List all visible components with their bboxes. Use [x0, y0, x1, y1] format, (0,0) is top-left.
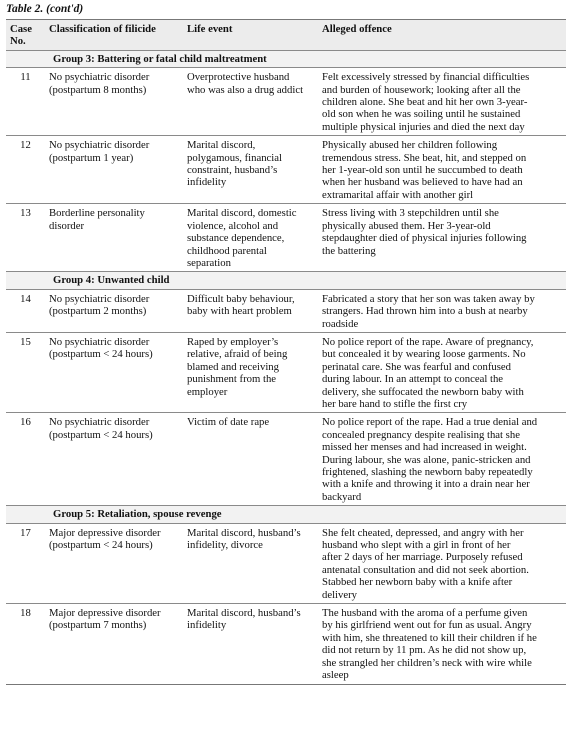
classification-line: Major depressive disorder	[49, 526, 161, 539]
offence-line: her bare hand to stifle the first cry	[322, 397, 468, 410]
life-event-line: separation	[187, 256, 231, 269]
offence-line: and burden of housework; looking after all the	[322, 83, 521, 96]
offence-line: children alone. She beat and hit her own 3-year-	[322, 96, 528, 109]
classification-cell	[45, 413, 183, 506]
offence-line: extramarital affair with another girl	[322, 188, 474, 201]
classification-line: (postpartum < 24 hours)	[49, 348, 153, 361]
classification-line: (postpartum < 24 hours)	[49, 539, 153, 552]
classification-line: (postpartum 1 year)	[49, 151, 134, 164]
offence-line: her 1-year-old son until he succumbed to death	[322, 164, 523, 177]
life-event-cell	[183, 289, 318, 332]
case-number-cell: 13	[6, 204, 45, 272]
case-number-cell: 11	[6, 68, 45, 136]
offence-line: antenatal consultation and did not seek abortion.	[322, 563, 529, 576]
life-event-line: Marital discord, husband’s	[187, 607, 301, 620]
group-title: Group 5: Retaliation, spouse revenge	[6, 506, 566, 523]
classification-line: (postpartum < 24 hours)	[49, 428, 153, 441]
offence-cell	[318, 68, 566, 136]
classification-line: No psychiatric disorder	[49, 139, 150, 152]
offence-line: she strangled her children’s neck with wire while	[322, 656, 532, 669]
filicide-table	[6, 19, 566, 685]
case-number-cell: 18	[6, 604, 45, 684]
life-event-cell	[183, 413, 318, 506]
offence-line: with a knife and throwing it into a drain near her	[322, 478, 530, 491]
life-event-cell	[183, 523, 318, 603]
life-event-line: Marital discord,	[187, 139, 256, 152]
offence-line: delivery, she suffocated the newborn baby with	[322, 385, 524, 398]
life-event-line: Marital discord, husband’s	[187, 526, 301, 539]
offence-line: with him, she threatened to kill their children if he	[322, 631, 537, 644]
group-header-row	[6, 50, 566, 67]
life-event-line: Marital discord, domestic	[187, 207, 297, 220]
offence-line: missed her menses and had increased in weight.	[322, 441, 527, 454]
life-event-line: infidelity, divorce	[187, 539, 263, 552]
offence-line: The husband with the aroma of a perfume given	[322, 607, 528, 620]
life-event-line: punishment from the	[187, 373, 277, 386]
offence-line: She felt cheated, depressed, and angry with her	[322, 526, 524, 539]
life-event-line: substance dependence,	[187, 232, 285, 245]
case-number-cell: 12	[6, 136, 45, 204]
classification-line: (postpartum 2 months)	[49, 305, 147, 318]
group-title: Group 3: Battering or fatal child maltreatment	[6, 50, 566, 67]
offence-cell	[318, 413, 566, 506]
offence-line: strangers. Had thrown him into a bush at nearby	[322, 305, 528, 318]
offence-line: perinatal care. She was fearful and confused	[322, 360, 512, 373]
table-row	[6, 604, 566, 684]
offence-line: No police report of the rape. Had a true denial and	[322, 416, 538, 429]
life-event-line: polygamous, financial	[187, 151, 282, 164]
offence-line: Felt excessively stressed by financial difficulties	[322, 71, 530, 84]
life-event-cell	[183, 332, 318, 412]
offence-cell	[318, 136, 566, 204]
life-event-line: childhood parental	[187, 244, 267, 257]
classification-cell	[45, 136, 183, 204]
life-event-line: who was also a drug addict	[187, 83, 304, 96]
group-header-row	[6, 506, 566, 523]
life-event-line: employer	[187, 385, 228, 398]
life-event-line: Difficult baby behaviour,	[187, 292, 295, 305]
life-event-line: baby with heart problem	[187, 305, 292, 318]
life-event-line: violence, alcohol and	[187, 219, 279, 232]
offence-line: delivery	[322, 588, 358, 601]
table-row	[6, 289, 566, 332]
life-event-line: relative, afraid of being	[187, 348, 288, 361]
offence-line: but concealed it by wearing loose garments. No	[322, 348, 526, 361]
offence-line: backyard	[322, 490, 362, 503]
offence-line: Stress living with 3 stepchildren until she	[322, 207, 499, 220]
header-alleged-offence: Alleged offence	[318, 20, 566, 51]
classification-line: Borderline personality	[49, 207, 145, 220]
offence-line: Physically abused her children following	[322, 139, 498, 152]
classification-line: No psychiatric disorder	[49, 292, 150, 305]
classification-line: Major depressive disorder	[49, 607, 161, 620]
offence-cell	[318, 204, 566, 272]
offence-line: when her husband was believed to have had an	[322, 176, 523, 189]
life-event-cell	[183, 204, 318, 272]
offence-line: by his girlfriend went out for fun as usual. Angry	[322, 619, 532, 632]
offence-cell	[318, 332, 566, 412]
table-header	[6, 20, 566, 51]
classification-cell	[45, 332, 183, 412]
classification-cell	[45, 289, 183, 332]
offence-line: stepdaughter died of physical injuries following	[322, 232, 527, 245]
classification-line: No psychiatric disorder	[49, 416, 150, 429]
case-number-cell: 16	[6, 413, 45, 506]
table-row	[6, 204, 566, 272]
classification-cell	[45, 68, 183, 136]
offence-line: during labour. In an attempt to conceal the	[322, 373, 504, 386]
offence-line: after 2 days of her marriage. Purposely refused	[322, 551, 523, 564]
case-number-cell: 17	[6, 523, 45, 603]
classification-line: disorder	[49, 219, 85, 232]
life-event-line: Overprotective husband	[187, 71, 290, 84]
life-event-cell	[183, 604, 318, 684]
header-case-line1: Case	[10, 23, 32, 35]
classification-cell	[45, 204, 183, 272]
offence-cell	[318, 289, 566, 332]
offence-line: the battering	[322, 244, 376, 257]
offence-cell	[318, 604, 566, 684]
table-row	[6, 68, 566, 136]
offence-line: Fabricated a story that her son was taken away by	[322, 292, 535, 305]
table-body	[6, 50, 566, 684]
classification-line: No psychiatric disorder	[49, 71, 150, 84]
life-event-line: infidelity	[187, 619, 227, 632]
header-case-line2: No.	[10, 35, 26, 48]
life-event-line: constraint, husband’s	[187, 164, 278, 177]
offence-line: old son when he was soiling until he sustained	[322, 108, 521, 121]
classification-line: (postpartum 8 months)	[49, 83, 147, 96]
table-row	[6, 523, 566, 603]
header-life-event: Life event	[183, 20, 318, 51]
offence-line: No police report of the rape. Aware of pregnancy,	[322, 335, 534, 348]
offence-cell	[318, 523, 566, 603]
offence-line: tremendous stress. She beat, hit, and stepped on	[322, 151, 527, 164]
header-case-no	[6, 20, 45, 51]
offence-line: During labour, she was alone, panic-stricken and	[322, 453, 531, 466]
offence-line: multiple physical injuries and died the next day	[322, 120, 525, 133]
classification-cell	[45, 523, 183, 603]
offence-line: frightened, slashing the newborn baby repeatedly	[322, 466, 533, 478]
table-caption: Table 2. (cont'd)	[6, 3, 84, 15]
group-title: Group 4: Unwanted child	[6, 272, 566, 289]
life-event-line: Raped by employer’s	[187, 335, 279, 348]
classification-cell	[45, 604, 183, 684]
offence-line: did not return by 11 pm. As he did not show up,	[322, 644, 527, 657]
offence-line: concealed pregnancy despite realising that she	[322, 428, 520, 441]
life-event-cell	[183, 136, 318, 204]
life-event-line: blamed and receiving	[187, 360, 279, 373]
offence-line: physically abused them. Her 3-year-old	[322, 219, 491, 232]
table-row	[6, 413, 566, 506]
life-event-line: infidelity	[187, 176, 227, 189]
offence-line: husband who slept with a girl in front of her	[322, 539, 511, 552]
table-row	[6, 332, 566, 412]
table-row	[6, 136, 566, 204]
classification-line: (postpartum 7 months)	[49, 619, 147, 632]
offence-line: asleep	[322, 669, 349, 682]
header-classification: Classification of filicide	[45, 20, 183, 51]
group-header-row	[6, 272, 566, 289]
life-event-line: Victim of date rape	[187, 416, 270, 429]
classification-line: No psychiatric disorder	[49, 335, 150, 348]
case-number-cell: 14	[6, 289, 45, 332]
offence-line: Stabbed her newborn baby with a knife after	[322, 576, 513, 589]
case-number-cell: 15	[6, 332, 45, 412]
life-event-cell	[183, 68, 318, 136]
offence-line: roadside	[322, 317, 359, 330]
